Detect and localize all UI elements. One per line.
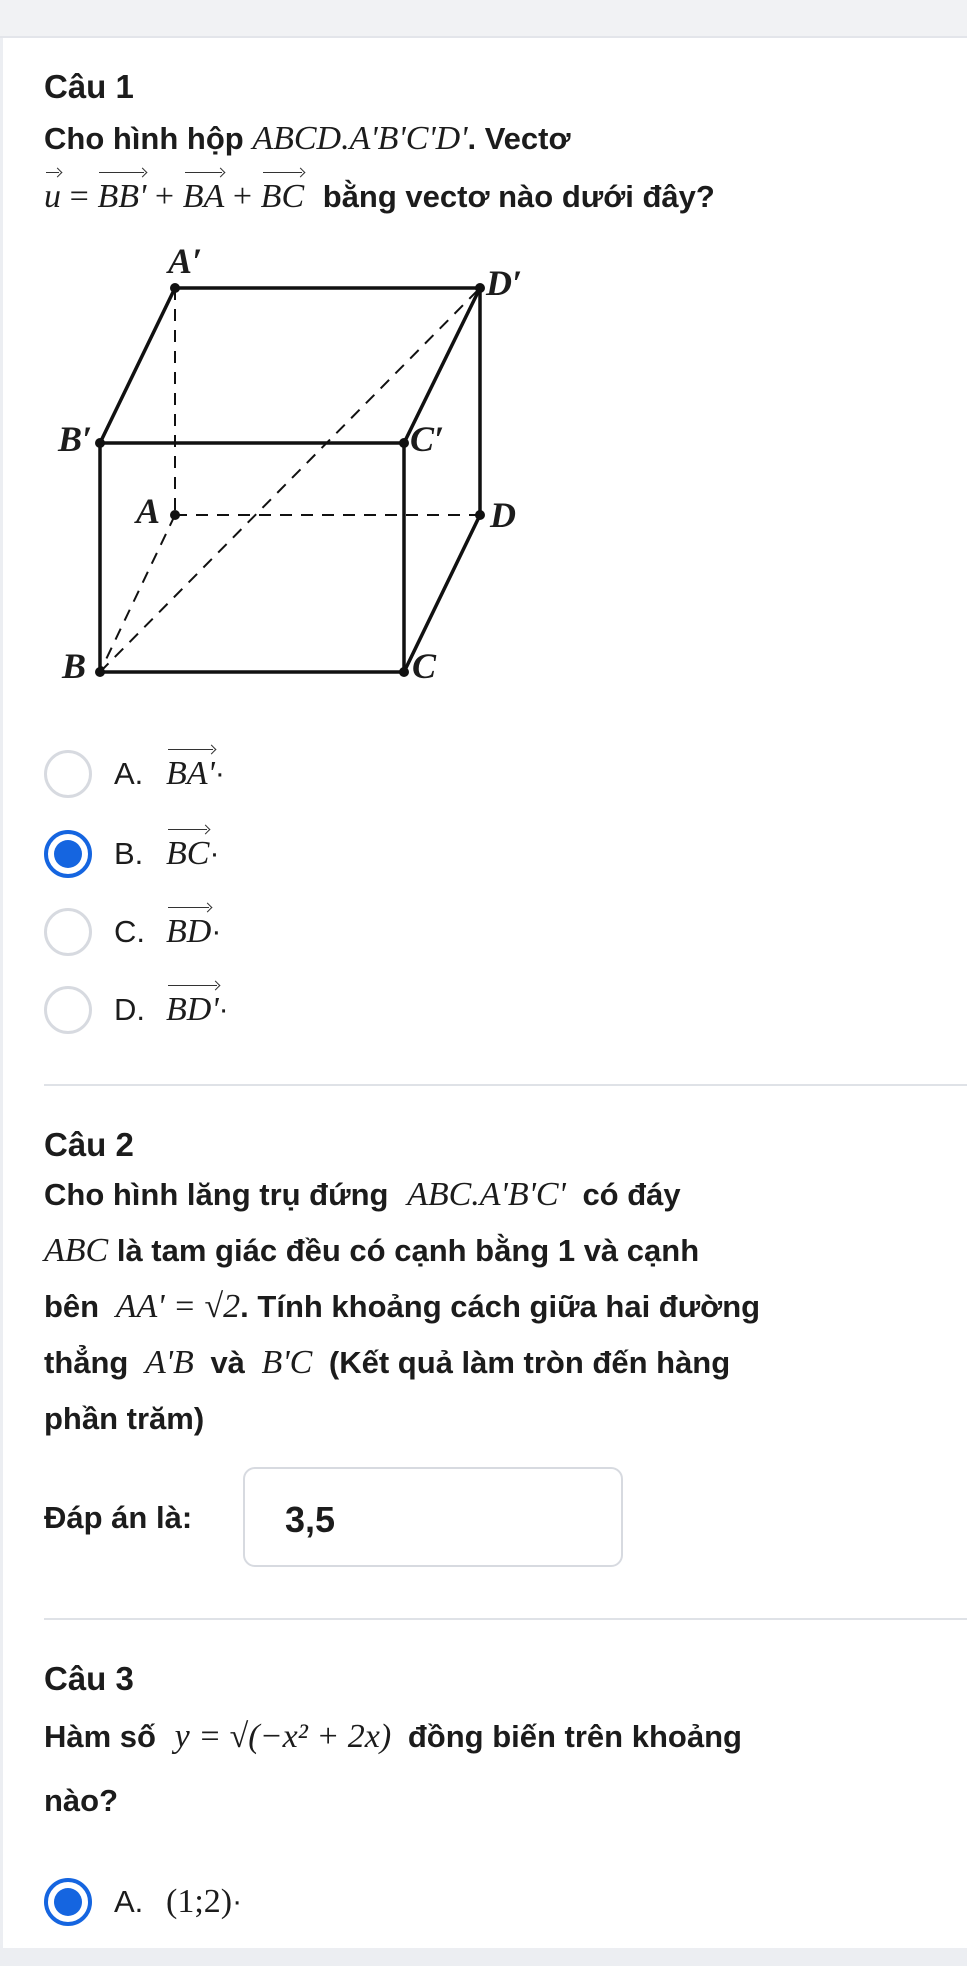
vertex-a1 (170, 283, 180, 293)
q2-line3-math: AA' = √2 (115, 1288, 241, 1325)
question-1-vector-line (44, 168, 934, 226)
q2-line2-text: là tam giác đều có cạnh bằng 1 và cạnh (116, 1233, 700, 1268)
q1-option-b-letter: B. (114, 836, 144, 871)
top-bar (0, 0, 967, 38)
q1-box-name: ABCD.A'B'C'D' (252, 120, 468, 157)
q3-line1-math: y = √(−x² + 2x) (174, 1718, 392, 1755)
vertex-c1 (399, 438, 409, 448)
question-3-line-1 (44, 1708, 934, 1766)
question-1-title: Câu 1 (44, 68, 134, 105)
q1-option-d[interactable]: D. BD' · (44, 984, 229, 1036)
question-2-line-2 (44, 1222, 934, 1280)
q2-line3-end: . Tính khoảng cách giữa hai đường (240, 1289, 761, 1324)
question-3-line-2: nào? (44, 1783, 119, 1818)
q2-line4-math2: B'C (261, 1344, 313, 1381)
q1-option-c-radio[interactable] (44, 908, 92, 956)
q1-vector-bc: BC (260, 178, 305, 215)
q3-option-a-letter: A. (114, 1884, 144, 1919)
q1-vector-ba: BA (182, 178, 225, 215)
q1-option-b-vector: BC (166, 835, 210, 872)
q1-option-c-letter: C. (114, 914, 145, 949)
question-2-line-3 (44, 1278, 934, 1336)
question-1-prompt (44, 110, 934, 168)
q1-option-b-radio-selected[interactable] (44, 830, 92, 878)
parallelepiped-drawing (40, 240, 560, 690)
diagonal-b-d1 (100, 288, 480, 672)
label-b1: B′ (58, 419, 93, 459)
vertex-a (170, 510, 180, 520)
vertex-b (95, 667, 105, 677)
label-a1: A′ (168, 241, 203, 281)
q1-option-d-vector: BD' (166, 991, 219, 1028)
label-d: D (490, 495, 516, 535)
q1-option-c-vector: BD (166, 913, 212, 950)
q3-line1-text: Hàm số (44, 1719, 156, 1754)
label-c: C (412, 646, 437, 686)
separator-2 (44, 1618, 967, 1620)
q3-option-a-value: (1;2) (166, 1883, 233, 1920)
q2-line4-text: thẳng (44, 1345, 129, 1380)
q3-option-a[interactable]: A. (1;2) · (44, 1876, 242, 1928)
q2-answer-value: 3,5 (285, 1499, 336, 1540)
question-2-line-1 (44, 1166, 934, 1224)
question-2-line-4 (44, 1334, 934, 1392)
vertex-c (399, 667, 409, 677)
q1-prompt-after: . Vectơ (467, 121, 571, 156)
q1-plus-2: + (232, 178, 253, 215)
vertex-b1 (95, 438, 105, 448)
left-edge (0, 38, 3, 1966)
label-a: A (136, 491, 161, 531)
q3-line1-end: đồng biến trên khoảng (407, 1719, 742, 1754)
label-c1: C′ (410, 419, 445, 459)
label-b: B (62, 646, 87, 686)
q1-option-b[interactable]: B. BC · (44, 828, 219, 880)
bottom-bar (0, 1948, 967, 1966)
q1-option-a[interactable]: A. BA' · (44, 748, 225, 800)
q1-plus-1: + (154, 178, 175, 215)
q1-option-a-vector: BA' (166, 755, 215, 792)
q2-line2-math: ABC (44, 1232, 109, 1269)
label-d1: D′ (486, 263, 523, 303)
q2-line1-end: có đáy (582, 1177, 681, 1212)
edge-a1-b1 (100, 288, 175, 443)
q1-option-c[interactable]: C. BD · (44, 906, 221, 958)
separator-1 (44, 1084, 967, 1086)
vertex-d1 (475, 283, 485, 293)
q2-line3-text: bên (44, 1289, 100, 1324)
edge-a-b (100, 515, 175, 672)
q2-line1-text: Cho hình lăng trụ đứng (44, 1177, 389, 1212)
q1-option-a-radio[interactable] (44, 750, 92, 798)
q2-line4-end: (Kết quả làm tròn đến hàng (328, 1345, 731, 1380)
q2-line4-math1: A'B (145, 1344, 194, 1381)
q1-option-a-letter: A. (114, 756, 144, 791)
q1-vector-u: u (44, 178, 61, 215)
q3-option-a-radio-selected[interactable] (44, 1878, 92, 1926)
question-2-line-5: phần trăm) (44, 1401, 205, 1436)
q1-vector-bb1: BB' (97, 178, 147, 215)
q2-answer-input[interactable] (243, 1467, 623, 1567)
question-3-title: Câu 3 (44, 1660, 134, 1697)
q1-prompt-end: bằng vectơ nào dưới đây? (322, 179, 715, 214)
vertex-d (475, 510, 485, 520)
q1-equals: = (69, 178, 89, 215)
q1-option-d-letter: D. (114, 992, 145, 1027)
parallelepiped-figure (40, 240, 560, 690)
q2-line1-math: ABC.A'B'C' (407, 1176, 566, 1213)
q1-prompt-before: Cho hình hộp (44, 121, 244, 156)
q1-option-d-radio[interactable] (44, 986, 92, 1034)
q2-answer-label: Đáp án là: (44, 1500, 193, 1535)
q2-line4-mid: và (210, 1345, 245, 1380)
question-2-title: Câu 2 (44, 1126, 134, 1163)
